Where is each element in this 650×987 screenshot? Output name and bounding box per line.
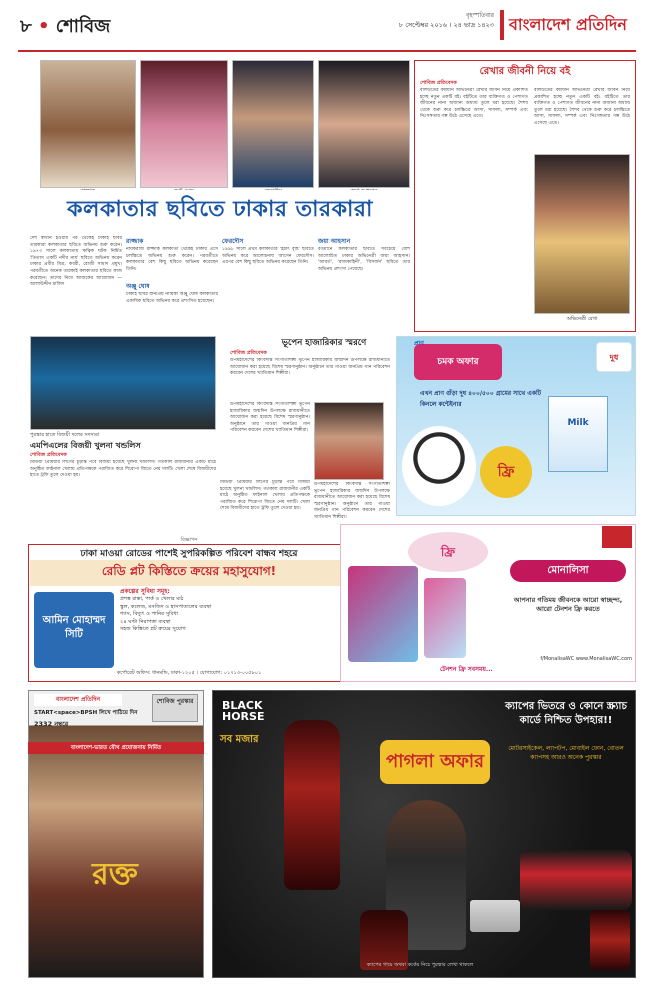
cinema-paper-logo: বাংলাদেশ প্রতিদিন <box>34 694 122 706</box>
mpl-body: মিডিয়া প্রিমিয়ার লিগের চূড়ান্ত পর্বে বিজয়ী হয়েছে খুলনা খন্ডলিস। গতকাল রাজধানীর একটি মাঠে অনুষ্ঠিত ফাইনাল খেলায় প্রতিপক্ষকে পরাজিত করে শিরোপা জিতে নেয় দলটি। খেলা শেষে বিজয়ীদের হাতে ট্রফি তুলে দেওয়া হয়। <box>30 460 216 479</box>
free-badge: ফ্রি <box>480 446 532 498</box>
cinema-sms-line: START<space>BPSH লিখে পাঠিয়ে দিন <box>34 710 138 716</box>
milk-brand-small: প্রাণ <box>414 340 424 347</box>
milk-logo: দুধ <box>596 342 632 372</box>
bhupen-body-col2: উপমহাদেশের কিংবদন্তি সংগীতশিল্পী ভূপেন হাজারিকার জন্মদিন উপলক্ষে রাজধানীতে আয়োজন করা হয়েছে বিশেষ স্মরণানুষ্ঠান। অনুষ্ঠানে তার গাওয়া জনপ্রিয় গান পরিবেশন করবেন দেশের খ্যাতিমান শিল্পীরা। <box>230 402 310 434</box>
milk-offer-text: এখন প্রাণ গুঁড়া দুধ ৪০০/৫০০ গ্রামের সাথে একটি কিনলে কন্টেইনার <box>420 390 542 408</box>
monalisa-logo: মোনালিসা <box>510 560 626 582</box>
black-horse-gift-list: মোটরসাইকেল, ল্যাপটপ, মোবাইল ফোন, বোতল ক্যাপসহ আরও অনেক পুরস্কার <box>508 745 624 761</box>
rekha-caption: অভিনেত্রী রেখা <box>566 316 598 322</box>
book-body: বলিউডের বর্ষীয়ান অভিনেত্রী রেখার জীবন নিয়ে প্রকাশিত হচ্ছে নতুন একটি বই। বইটিতে তার ব্যক্তিগত ও পেশাগত জীবনের নানা অজানা অধ্যায় তুলে ধরা হয়েছে। শৈশব থেকে শুরু করে চলচ্চিত্রে আসা, সাফল্য, সম্পর্ক এবং নিঃসঙ্গতার গল্প উঠে এসেছে এতে। <box>420 88 528 120</box>
photo-rekha <box>534 154 630 314</box>
photo-razzak <box>40 60 136 188</box>
cinema-title: রক্ত <box>92 857 138 892</box>
real-estate-headline2: রেডি প্লট কিস্তিতে ক্রয়ের মহাসুযোগ! <box>30 560 348 586</box>
monalisa-tagline: আপনার গতিময় জীবনকে আরো স্বাচ্ছন্দ্য, আরো টেনশন ফ্রি করতে <box>513 596 623 613</box>
date-weekday: বৃহস্পতিবার <box>466 12 494 19</box>
monalisa-pack-small <box>424 578 466 658</box>
page-header <box>18 6 636 52</box>
book-byline: শোবিজ প্রতিবেদক <box>420 80 457 86</box>
real-estate-contact: কর্পোরেট অফিস: ধানমন্ডি, ঢাকা-১২০৫ । যোগাযোগ: ০১৭১৩-০০৫৮০১ <box>116 670 262 676</box>
ad-label: বিজ্ঞাপন <box>180 537 198 543</box>
black-horse-tag: সব মজার <box>220 734 259 745</box>
photo-anju-ghosh <box>140 60 228 188</box>
subhead-ferdous: ফেরদৌস <box>222 238 244 245</box>
benefit-item: সহজ কিস্তিতে প্লট ক্রয়ের সুযোগ <box>120 626 186 633</box>
black-horse-bottle-small <box>360 910 408 970</box>
black-horse-can <box>590 910 630 970</box>
masthead-brand[interactable]: বাংলাদেশ প্রতিদিন <box>509 15 627 34</box>
body-anju: ঢাকাই ছবির জনপ্রিয় নায়িকা অঞ্জু ঘোষ কলকাতার একাধিক ছবিতে অভিনয় করে প্রশংসিত হয়েছেন। <box>126 292 218 304</box>
monalisa-slogan: টেনশন ফ্রি সবসময়... <box>440 666 493 673</box>
benefit-item: ২৪ ঘণ্টা নিরাপত্তা ব্যবস্থা <box>120 618 171 625</box>
book-body-col2: বলিউডের বর্ষীয়ান অভিনেত্রী রেখার জীবন নিয়ে প্রকাশিত হচ্ছে নতুন একটি বই। বইটিতে তার ব্যক্তিগত ও পেশাগত জীবনের নানা অজানা অধ্যায় তুলে ধরা হয়েছে। শৈশব থেকে শুরু করে চলচ্চিত্রে আসা, সাফল্য, সম্পর্ক এবং নিঃসঙ্গতার গল্প উঠে এসেছে এতে। <box>534 88 630 126</box>
bhupen-byline: শোবিজ প্রতিবেদক <box>230 350 267 356</box>
real-estate-headline1: ঢাকা মাওয়া রোডের পাশেই সুপরিকল্পিত পরিবেশ বান্ধব শহরে <box>80 549 298 559</box>
photo-jaya-ahsan <box>318 60 410 188</box>
photo-mpl-winners <box>30 336 216 430</box>
monalisa-web[interactable]: f/MonalisaWC www.MonalisaWC.com <box>540 656 632 662</box>
bhupen-body-col3: উপমহাদেশের কিংবদন্তি সংগীতশিল্পী ভূপেন হাজারিকার জন্মদিন উপলক্ষে রাজধানীতে আয়োজন করা হয়েছে বিশেষ স্মরণানুষ্ঠান। অনুষ্ঠানে তার গাওয়া জনপ্রিয় গান পরিবেশন করবেন দেশের খ্যাতিমান শিল্পীরা। <box>314 482 390 520</box>
monalisa-pack <box>348 566 418 662</box>
page-number: ৮ • শোবিজ <box>20 16 111 37</box>
body-razzak: নায়করাজ রাজ্জাক কলকাতা থেকেই ঢাকায় এসে চলচ্চিত্রে অভিনয় শুরু করেন। পরবর্তীতে কলকাতার বেশ কিছু ছবিতে অভিনয় করেছেন তিনি। <box>126 247 218 272</box>
bhupen-body: উপমহাদেশের কিংবদন্তি সংগীতশিল্পী ভূপেন হাজারিকার জন্মদিন উপলক্ষে রাজধানীতে আয়োজন করা হয়েছে বিশেষ স্মরণানুষ্ঠান। অনুষ্ঠানে তার গাওয়া জনপ্রিয় গান পরিবেশন করবেন দেশের খ্যাতিমান শিল্পীরা। <box>230 358 390 377</box>
lead-column-3 <box>222 236 314 332</box>
motorbike-icon <box>520 850 632 910</box>
subhead-jaya: জয়া আহসান <box>318 238 351 245</box>
body-jaya: বর্তমানে কলকাতার ছবিতে সবচেয়ে বেশি আলোচিত ঢাকার অভিনেত্রী জয়া আহসান। 'আবর্ত', 'রাজকাহিনী', 'বিসর্জন' ছবিতে তার অভিনয় প্রশংসা পেয়েছে। <box>318 247 410 272</box>
laptop-icon <box>470 900 520 932</box>
book-story-title[interactable]: রেখার জীবনী নিয়ে বই <box>479 66 571 77</box>
lead-headline[interactable]: কলকাতার ছবিতে ঢাকার তারকারা <box>28 190 412 230</box>
black-horse-logo: BLACK HORSE <box>222 699 265 723</box>
mpl-byline: শোবিজ প্রতিবেদক <box>30 452 67 458</box>
bhupen-title[interactable]: ভূপেন হাজারিকার স্মরণে <box>281 338 367 348</box>
mpl-body-col2: মিডিয়া প্রিমিয়ার লিগের চূড়ান্ত পর্বে বিজয়ী হয়েছে খুলনা খন্ডলিস। গতকাল রাজধানীর একটি মাঠে অনুষ্ঠিত ফাইনাল খেলায় প্রতিপক্ষকে পরাজিত করে শিরোপা জিতে নেয় দলটি। খেলা শেষে বিজয়ীদের হাতে ট্রফি তুলে দেওয়া হয়। <box>220 480 310 512</box>
photo-bhupen <box>314 402 384 480</box>
black-horse-gift-title: ক্যাপের ভিতরে ও কোনে স্ক্র্যাচ কার্ডে নিশ্চিত উপহার!! <box>505 701 627 726</box>
benefits-list <box>120 596 346 634</box>
section-name: শোবিজ <box>55 16 111 37</box>
benefit-item: স্কুল, কলেজ, মসজিদ ও হাসপাতালের ব্যবস্থা <box>120 603 212 610</box>
subhead-razzak: রাজ্জাক <box>126 238 144 245</box>
real-estate-logo: আমিন মোহাম্মদ সিটি <box>34 592 114 668</box>
subhead-anju: অঞ্জু ঘোষ <box>126 283 150 290</box>
black-horse-bottle <box>284 720 340 890</box>
black-horse-footnote: ক্যাপের গায়ে অথবা কর্কের নিচে পুরস্কার লেখা থাকলে <box>366 962 474 968</box>
photo-ferdous <box>232 60 314 188</box>
benefits-title: প্রকল্পের সুবিধা সমূহ: <box>120 588 170 595</box>
cinema-strip: বাংলাদেশ-ভারত যৌথ প্রযোজনায় নির্মিত <box>28 742 204 754</box>
cinema-showbiz-badge: শোবিজ পুরস্কার <box>152 694 198 722</box>
lead-column-4 <box>318 236 410 332</box>
cinema-sms-number: 2332 নম্বরে <box>34 720 69 728</box>
mpl-title[interactable]: এমপিএলের বিজয়ী খুলনা খন্ডলিস <box>30 441 141 450</box>
milk-offer-badge: চমক অফার <box>414 344 502 380</box>
lead-intro: দেশ স্বাধীন হওয়ার পর থেকেই ঢাকাই ছবির তারকারা কলকাতার ছবিতে অভিনয় শুরু করেন। ১৯৭৩ সালে কলকাতায় ঋত্বিক ঘটক নির্মিত 'তিতাস একটি নদীর নাম' ছবিতে অভিনয় করেন ঢাকার প্রবীর মিত্র, কবরী, রোজী সামাদ প্রমুখ। পরবর্তীতে অনেক তারকাই কলকাতার ছবিতে কাজ করেছেন। তাদের নিয়ে আজকের আয়োজন —আলাউদ্দীন মাজিদ <box>30 236 122 288</box>
monalisa-corner-logo <box>602 526 632 548</box>
black-horse-offer: পাগলা অফার <box>380 740 490 784</box>
benefit-item: গ্যাস, বিদ্যুৎ ও পানির সুবিধা <box>120 611 178 618</box>
cow-icon <box>402 426 476 506</box>
lead-column-2 <box>126 236 218 332</box>
milk-pack <box>548 396 608 472</box>
cinema-ad[interactable] <box>28 690 204 978</box>
monalisa-free-badge: ফ্রি <box>408 532 488 572</box>
body-ferdous: ১৯৯৮ সালে প্রথম কলকাতার 'হঠাৎ বৃষ্টি' ছবিতে অভিনয় করে আলোচনায় আসেন ফেরদৌস। এরপর বেশ কিছু ছবিতে অভিনয় করেছেন তিনি। <box>222 247 314 266</box>
mpl-photo-caption: পুরস্কার হাতে বিজয়ী দলের সদস্যরা <box>30 432 100 438</box>
milk-pack-label: Milk <box>567 418 589 428</box>
benefit-item: প্রশস্ত রাস্তা, পার্ক ও খেলার মাঠ <box>120 596 184 602</box>
date-line: ৮ সেপ্টেম্বর ২০১৬ । ২৪ ভাদ্র ১৪২৩ <box>398 21 494 29</box>
